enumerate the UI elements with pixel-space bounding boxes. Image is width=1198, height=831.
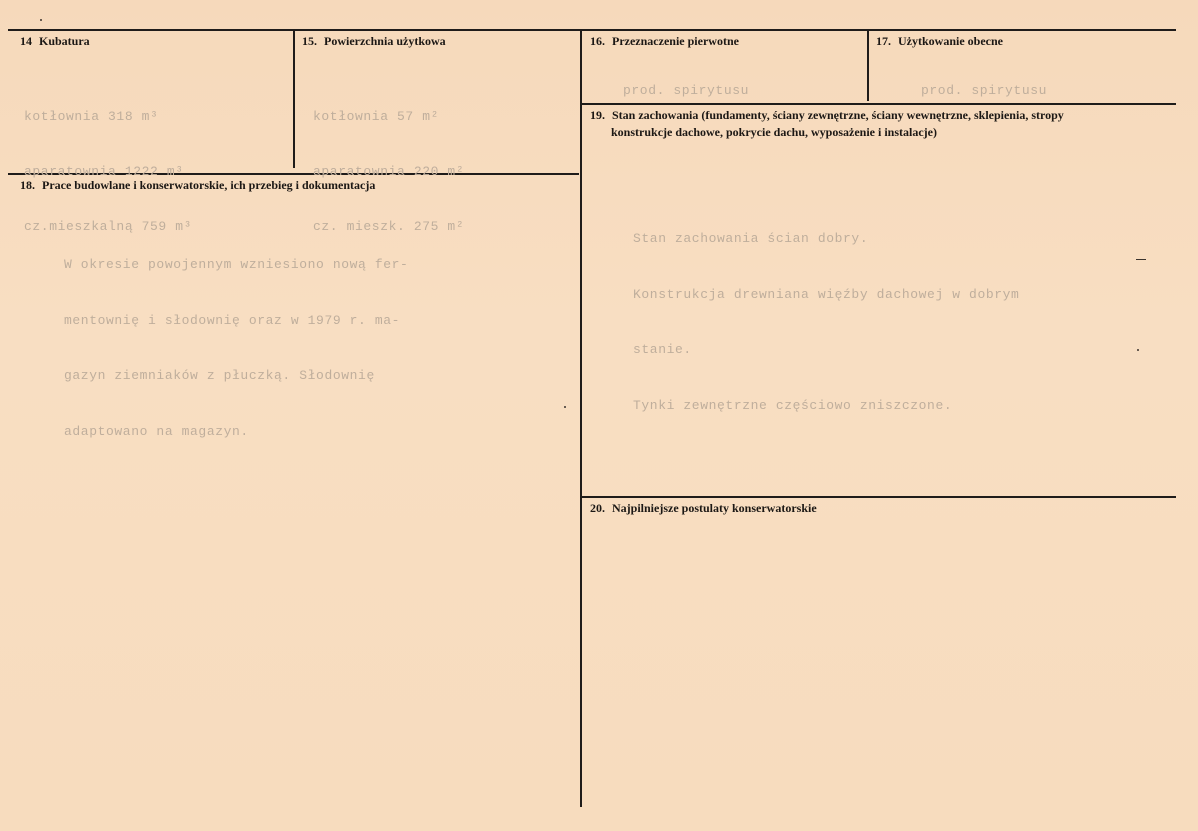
field-14-line: kotłownia 318 m³	[24, 109, 159, 124]
field-14-line: cz.mieszkalną 759 m³	[24, 219, 193, 234]
rule-above-f20	[582, 496, 1176, 498]
field-19-line: Tynki zewnętrzne częściowo zniszczone.	[633, 397, 953, 413]
field-15-line: cz. mieszk. 275 m²	[313, 219, 465, 234]
field-15-line: aparatownia 220 m²	[313, 164, 465, 179]
field-20-number: 20.	[590, 501, 605, 515]
field-20-title: Najpilniejsze postulaty konserwatorskie	[612, 501, 817, 515]
field-18-title: Prace budowlane i konserwatorskie, ich przebieg i dokumentacja	[42, 178, 376, 192]
field-19-line: Konstrukcja drewniana więźby dachowej w dobrym	[633, 286, 1020, 302]
field-16-number: 16.	[590, 34, 605, 48]
field-14-title: Kubatura	[39, 34, 90, 48]
field-19-label-line	[590, 124, 1170, 141]
paper-speck	[564, 406, 566, 408]
center-divider	[580, 29, 582, 807]
field-17-line: prod. spirytusu	[921, 83, 1048, 98]
field-19-title-2: konstrukcje dachowe, pokrycie dachu, wyposażenie i instalacje)	[611, 125, 937, 139]
field-15-label	[302, 33, 446, 50]
field-19-line: Stan zachowania ścian dobry.	[633, 231, 869, 246]
field-18-number: 18.	[20, 178, 35, 192]
field-19-number: 19.	[590, 108, 605, 122]
field-17-title: Użytkowanie obecne	[898, 34, 1003, 48]
field-18-line: adaptowano na magazyn.	[64, 423, 249, 439]
field-19-label	[590, 107, 1170, 141]
field-14-number: 14	[20, 34, 32, 48]
field-18-line: gazyn ziemniaków z płuczką. Słodownię	[64, 368, 375, 383]
field-16-title: Przeznaczenie pierwotne	[612, 34, 739, 48]
field-19-label-line	[590, 107, 1170, 124]
field-14-label	[20, 33, 90, 50]
field-15-title: Powierzchnia użytkowa	[324, 34, 446, 48]
field-18-line: W okresie powojennym wzniesiono nową fer-	[64, 257, 409, 272]
field-18-label	[20, 177, 375, 194]
top-rule	[8, 29, 1176, 31]
field-17-number: 17.	[876, 34, 891, 48]
divider-f16-f17	[867, 29, 869, 101]
field-19-value	[633, 196, 1019, 448]
field-18-line: mentownię i słodownię oraz w 1979 r. ma-	[64, 312, 401, 328]
field-20-label	[590, 500, 817, 517]
divider-f14-f15	[293, 29, 295, 168]
field-16-line: prod. spirytusu	[623, 83, 750, 98]
field-19-title-1: Stan zachowania (fundamenty, ściany zewnętrzne, ściany wewnętrzne, sklepienia, stropy	[612, 108, 1064, 122]
field-18-value	[64, 222, 408, 474]
paper-speck	[40, 19, 42, 21]
field-14-line: aparatownia 1222 m³	[24, 164, 184, 179]
field-19-line: stanie.	[633, 342, 692, 357]
paper-speck	[1136, 259, 1146, 260]
field-15-line: kotłownia 57 m²	[313, 109, 440, 124]
field-15-number: 15.	[302, 34, 317, 48]
paper-speck	[1137, 349, 1139, 351]
